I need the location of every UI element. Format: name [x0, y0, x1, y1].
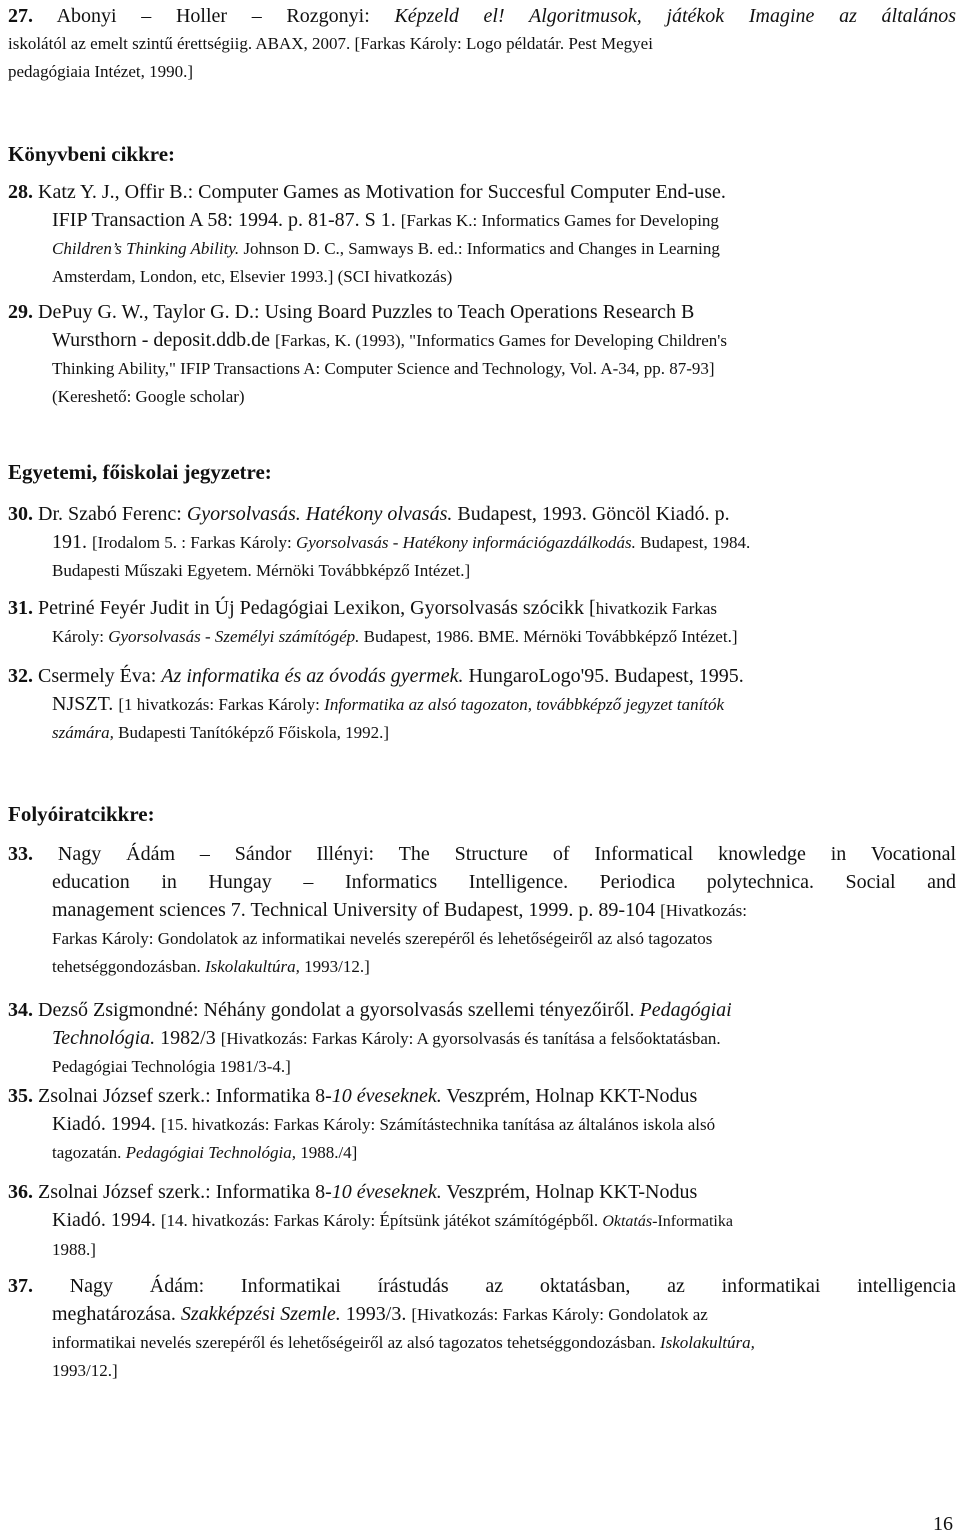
entry-36-line-2: Kiadó. 1994. [14. hivatkozás: Farkas Károly: Építsünk játékot számítógépből. Oktatás-Informatika: [52, 1209, 733, 1231]
reference-entry-32: [8, 662, 956, 747]
entry-27-line-3: pedagógiaia Intézet, 1990.]: [8, 62, 194, 81]
reference-entry-31: [8, 594, 956, 651]
entry-29-line-4: (Kereshető: Google scholar): [52, 387, 245, 406]
entry-32-line-2: NJSZT. [1 hivatkozás: Farkas Károly: Informatika az alsó tagozaton, továbbképző jegyzet tanítók: [52, 693, 725, 715]
entry-35-line-3: tagozatán. Pedagógiai Technológia, 1988./4]: [52, 1143, 358, 1162]
reference-entry-27: [8, 2, 956, 86]
entry-36-line-1: 36. Zsolnai József szerk.: Informatika 8-10 éveseknek. Veszprém, Holnap KKT-Nodus: [8, 1181, 698, 1203]
page-number: 16: [933, 1513, 953, 1535]
entry-31-line-1: 31. Petriné Feyér Judit in Új Pedagógiai Lexikon, Gyorsolvasás szócikk [hivatkozik Farkas: [8, 597, 718, 619]
entry-29-line-1: 29. DePuy G. W., Taylor G. D.: Using Board Puzzles to Teach Operations Research B: [8, 301, 695, 323]
reference-entry-33: [8, 840, 956, 981]
entry-28-line-4: Amsterdam, London, etc, Elsevier 1993.] (SCI hivatkozás): [52, 267, 453, 286]
entry-37-line-4: 1993/12.]: [52, 1361, 118, 1380]
entry-34-line-3: Pedagógiai Technológia 1981/3-4.]: [52, 1057, 291, 1076]
entry-32-line-1: 32. Csermely Éva: Az informatika és az óvodás gyermek. HungaroLogo'95. Budapest, 1995.: [8, 665, 744, 687]
entry-28-line-2: IFIP Transaction A 58: 1994. p. 81-87. S 1. [Farkas K.: Informatics Games for Developing: [52, 209, 719, 231]
entry-37-line-2: meghatározása. Szakképzési Szemle. 1993/3. [Hivatkozás: Farkas Károly: Gondolatok az: [52, 1303, 708, 1325]
reference-entry-28: [8, 178, 956, 291]
entry-36-line-3: 1988.]: [52, 1240, 96, 1259]
entry-32-line-3: számára, Budapesti Tanítóképző Főiskola, 1992.]: [52, 723, 390, 742]
entry-31-line-2: Károly: Gyorsolvasás - Személyi számítógép. Budapest, 1986. BME. Mérnöki Továbbképző Intézet.]: [52, 627, 738, 646]
entry-27-number: 27.: [8, 5, 33, 27]
entry-34-line-1: 34. Dezső Zsigmondné: Néhány gondolat a gyorsolvasás szellemi tényezőiről. Pedagógiai: [8, 999, 732, 1021]
reference-entry-29: [8, 298, 956, 411]
entry-28-line-1: 28. Katz Y. J., Offir B.: Computer Games as Motivation for Succesful Computer End-use.: [8, 181, 726, 203]
entry-33-line-5: tehetséggondozásban. Iskolakultúra, 1993/12.]: [52, 957, 370, 976]
reference-entry-34: [8, 996, 956, 1081]
entry-27-line-1: 27. Abonyi – Holler – Rozgonyi: Képzeld el! Algoritmusok, játékok Imagine az általános: [8, 5, 956, 27]
entry-29-line-3: Thinking Ability," IFIP Transactions A: Computer Science and Technology, Vol. A-34, pp. 87-93]: [52, 359, 715, 378]
entry-37-line-1: 37. Nagy Ádám: Informatikai írástudás az oktatásban, az informatikai intelligencia: [8, 1275, 956, 1297]
entry-33-line-3: management sciences 7. Technical University of Budapest, 1999. p. 89-104 [Hivatkozás:: [52, 899, 747, 921]
entry-37-line-3: informatikai nevelés szerepéről és lehetőségeiről az alsó tagozatos tehetséggondozásban. Iskolakultúra,: [52, 1333, 755, 1352]
reference-entry-35: [8, 1082, 956, 1167]
entry-27-line-2: iskolától az emelt szintű érettségiig. ABAX, 2007. [Farkas Károly: Logo példatár. Pest Megyei: [8, 34, 653, 53]
entry-28-line-3: Children’s Thinking Ability. Johnson D. C., Samways B. ed.: Informatics and Changes in Learning: [52, 239, 720, 258]
entry-29-line-2: Wursthorn - deposit.ddb.de [Farkas, K. (1993), "Informatics Games for Developing Children's: [52, 329, 727, 351]
reference-entry-37: [8, 1272, 956, 1385]
section-heading-books: Könyvbeni cikkre:: [8, 142, 176, 166]
entry-33-line-2: education in Hungay – Informatics Intelligence. Periodica polytechnica. Social and: [52, 871, 956, 893]
entry-33-line-4: Farkas Károly: Gondolatok az informatikai nevelés szerepéről és lehetőségeiről az alsó tagozatos: [52, 929, 713, 948]
entry-35-line-1: 35. Zsolnai József szerk.: Informatika 8-10 éveseknek. Veszprém, Holnap KKT-Nodus: [8, 1085, 698, 1107]
entry-30-line-3: Budapesti Műszaki Egyetem. Mérnöki Továbbképző Intézet.]: [52, 561, 471, 580]
entry-30-line-2: 191. [Irodalom 5. : Farkas Károly: Gyorsolvasás - Hatékony információgazdálkodás. Budapest, 1984.: [52, 531, 751, 553]
entry-34-line-2: Technológia. 1982/3 [Hivatkozás: Farkas Károly: A gyorsolvasás és tanítása a felsőoktatásban.: [52, 1027, 721, 1049]
section-heading-university: Egyetemi, főiskolai jegyzetre:: [8, 460, 272, 484]
entry-35-line-2: Kiadó. 1994. [15. hivatkozás: Farkas Károly: Számítástechnika tanítása az általános iskola alsó: [52, 1113, 716, 1135]
reference-entry-30: [8, 500, 956, 585]
entry-33-line-1: 33. Nagy Ádám – Sándor Illényi: The Structure of Informatical knowledge in Vocational: [8, 843, 957, 865]
entry-30-line-1: 30. Dr. Szabó Ferenc: Gyorsolvasás. Hatékony olvasás. Budapest, 1993. Göncöl Kiadó. p.: [8, 503, 730, 525]
section-heading-journals: Folyóiratcikkre:: [8, 802, 155, 826]
reference-entry-36: [8, 1178, 956, 1264]
